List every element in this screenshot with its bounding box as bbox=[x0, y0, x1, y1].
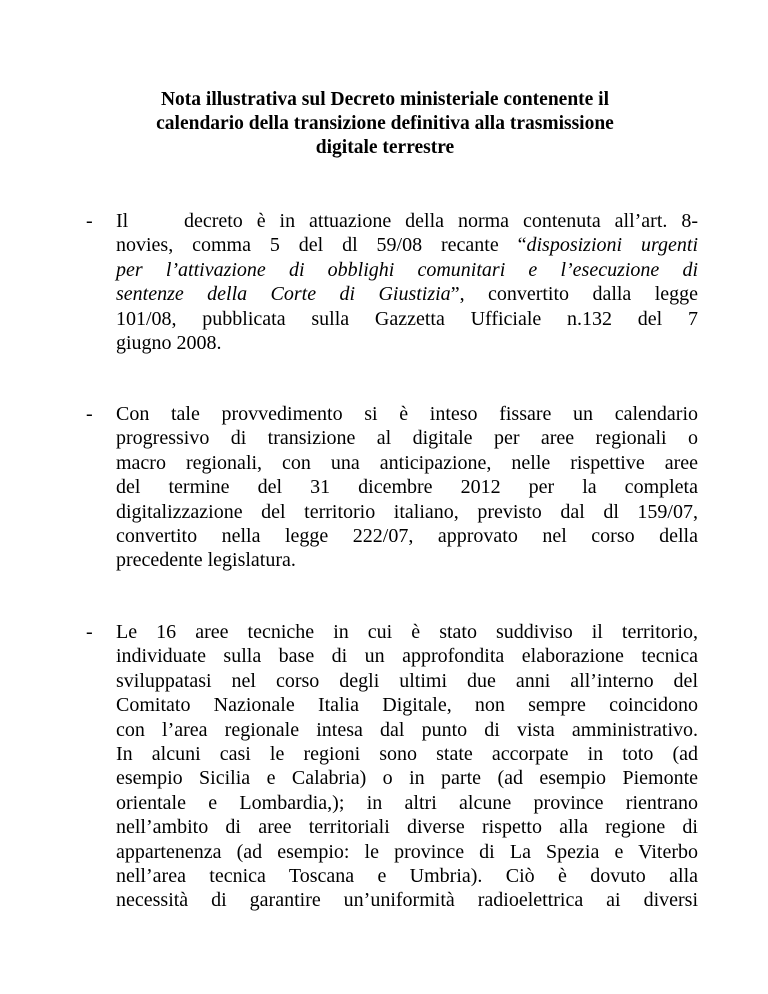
text-line: necessità di garantire un’uniformità radioelettrica ai diversi bbox=[116, 889, 698, 912]
bullet-marker: - bbox=[86, 210, 93, 232]
paragraph-text bbox=[116, 620, 698, 913]
text-line: convertito nella legge 222/07, approvato nel corso della bbox=[116, 524, 698, 547]
text-line: del termine del 31 dicembre 2012 per la completa bbox=[116, 476, 698, 499]
paragraph-text bbox=[116, 402, 698, 573]
title-line: Nota illustrativa sul Decreto ministeriale contenente il bbox=[160, 89, 610, 110]
bullet-marker: - bbox=[86, 403, 93, 425]
text-line: orientale e Lombardia,); in altri alcune province rientrano bbox=[116, 791, 698, 814]
text-line: 101/08, pubblicata sulla Gazzetta Ufficiale n.132 del 7 bbox=[116, 307, 698, 330]
text-line: Le 16 aree tecniche in cui è stato suddiviso il territorio, bbox=[116, 621, 698, 643]
text-line bbox=[116, 258, 698, 282]
text-run: novies, comma 5 del dl 59/08 recante “ bbox=[116, 234, 527, 257]
text-line: appartenenza (ad esempio: le province di La Spezia e Viterbo bbox=[116, 840, 698, 863]
text-line: progressivo di transizione al digitale per aree regionali o bbox=[116, 427, 698, 450]
text-line: Comitato Nazionale Italia Digitale, non sempre coincidono bbox=[116, 694, 698, 717]
text-line: Con tale provvedimento si è inteso fissare un calendario bbox=[116, 403, 698, 425]
document-title bbox=[80, 88, 690, 160]
text-line: macro regionali, con una anticipazione, nelle rispettive aree bbox=[116, 451, 698, 474]
text-line: giugno 2008. bbox=[116, 331, 222, 354]
text-line: Il decreto è in attuazione della norma contenuta all’art. 8- bbox=[116, 210, 698, 232]
text-line: precedente legislatura. bbox=[116, 549, 296, 572]
text-line: sviluppatasi nel corso degli ultimi due anni all’interno del bbox=[116, 669, 698, 692]
text-line: individuate sulla base di un approfondita elaborazione tecnica bbox=[116, 645, 698, 668]
text-line: In alcuni casi le regioni sono state accorpate in toto (ad bbox=[116, 742, 698, 765]
bullet-marker: - bbox=[86, 621, 93, 643]
text-line: esempio Sicilia e Calabria) o in parte (ad esempio Piemonte bbox=[116, 767, 698, 790]
text-line: nell’area tecnica Toscana e Umbria). Ciò è dovuto alla bbox=[116, 864, 698, 887]
text-line: digitalizzazione del territorio italiano, previsto dal dl 159/07, bbox=[116, 500, 698, 523]
text-line: nell’ambito di aree territoriali diverse rispetto alla regione di bbox=[116, 816, 698, 839]
italic-text-run: sentenze della Corte di Giustizia bbox=[116, 283, 451, 306]
text-line bbox=[116, 233, 698, 257]
italic-text-run: disposizioni urgenti bbox=[526, 234, 699, 257]
title-line: calendario della transizione definitiva alla trasmissione bbox=[156, 113, 614, 134]
text-line: con l’area regionale intesa dal punto di vista amministrativo. bbox=[116, 718, 698, 741]
title-line: digitale terrestre bbox=[315, 137, 455, 158]
text-run: ”, convertito dalla legge bbox=[450, 283, 699, 306]
italic-text-run: per l’attivazione di obblighi comunitari e l’esecuzione di bbox=[116, 258, 698, 281]
paragraph-text bbox=[116, 209, 698, 355]
text-line bbox=[116, 282, 698, 306]
